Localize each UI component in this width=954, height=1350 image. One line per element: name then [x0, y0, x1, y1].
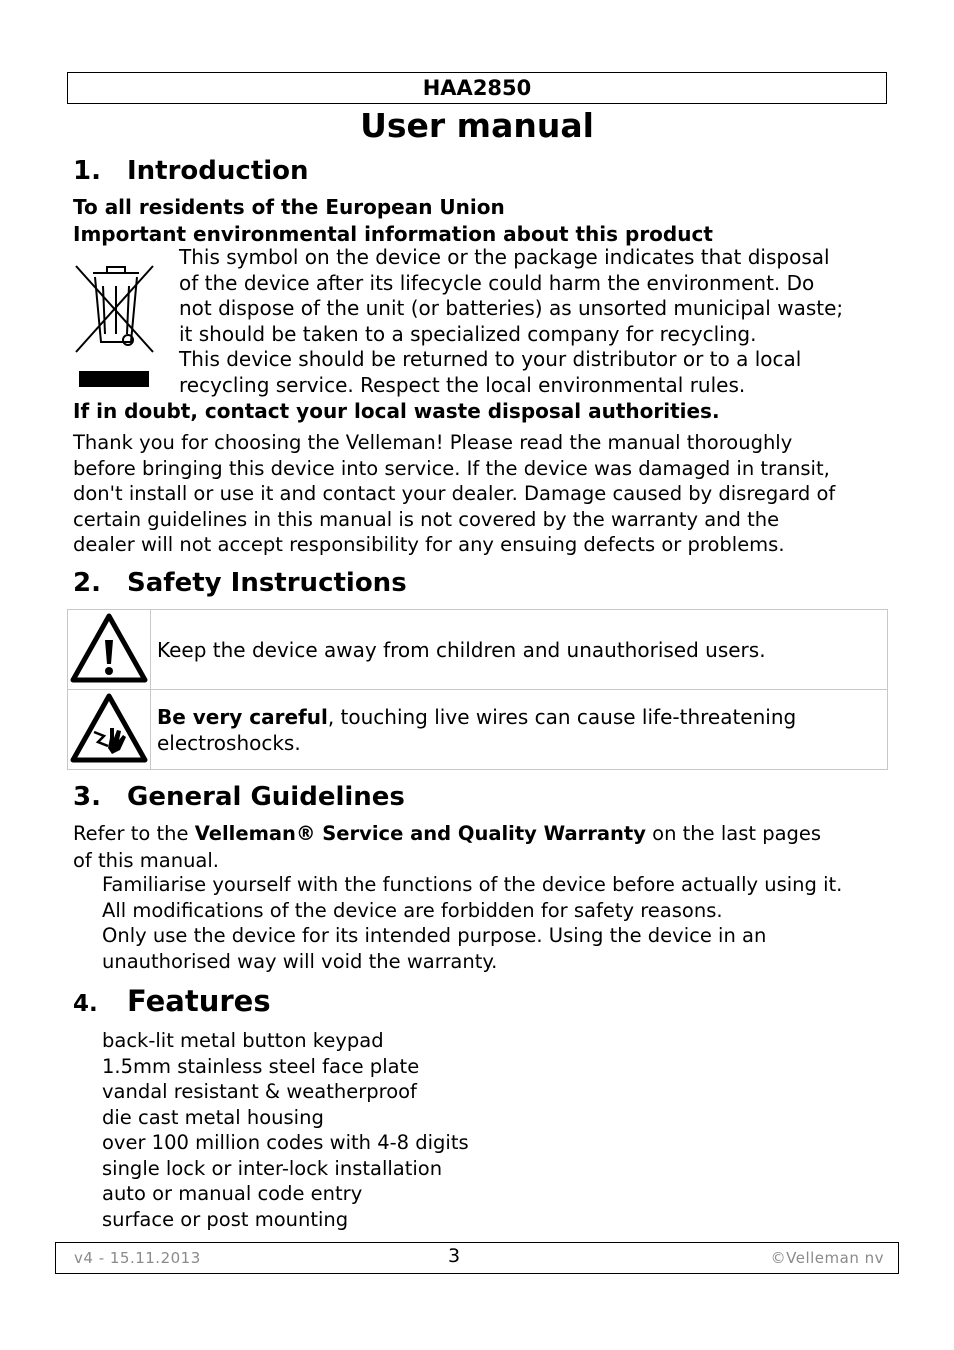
table-cell	[151, 610, 888, 690]
text-line: This symbol on the device or the package indicates that disposal	[179, 245, 830, 269]
list-item: unauthorised way will void the warranty.	[102, 949, 498, 973]
page-title: User manual	[360, 106, 594, 145]
section-heading-features	[73, 984, 271, 1021]
safety-text-children: Keep the device away from children and unauthorised users.	[157, 637, 766, 662]
section-number: 4.	[73, 991, 98, 1017]
disposal-notice: If in doubt, contact your local waste disposal authorities.	[73, 399, 720, 423]
section-number: 1.	[73, 156, 101, 186]
text-line: dealer will not accept responsibility for any ensuing defects or problems.	[73, 533, 785, 556]
list-item: Only use the device for its intended purpose. Using the device in an	[102, 924, 767, 947]
section-title: Introduction	[127, 156, 309, 186]
text-line: This device should be returned to your distributor or to a local	[179, 347, 802, 371]
section-number: 2.	[73, 568, 101, 598]
text-line: it should be taken to a specialized company for recycling.	[179, 321, 757, 346]
page-footer	[55, 1242, 899, 1274]
environmental-info-heading: Important environmental information about this product	[73, 222, 713, 246]
warranty-reference	[73, 821, 821, 847]
eu-residents-heading: To all residents of the European Union	[73, 195, 505, 219]
caution-emphasis: Be very careful	[157, 704, 328, 729]
list-item: 1.5mm stainless steel face plate	[102, 1054, 420, 1078]
section-title: Features	[127, 984, 271, 1018]
list-item: Familiarise yourself with the functions of the device before actually using it.	[102, 873, 843, 896]
warranty-name: Velleman® Service and Quality Warranty	[194, 822, 646, 845]
list-item: die cast metal housing	[102, 1105, 324, 1129]
list-item: single lock or inter-lock installation	[102, 1156, 443, 1180]
warning-icon	[70, 612, 148, 684]
version-date: v4 - 15.11.2013	[74, 1249, 201, 1267]
text-line: before bringing this device into service. If the device was damaged in transit,	[73, 456, 830, 480]
text-line: not dispose of the unit (or batteries) as unsorted municipal waste;	[179, 296, 844, 320]
section-heading-safety	[73, 566, 407, 600]
section-title: Safety Instructions	[127, 568, 407, 598]
table-cell	[151, 690, 888, 770]
text-line: certain guidelines in this manual is not covered by the warranty and the	[73, 507, 780, 531]
list-item: auto or manual code entry	[102, 1182, 363, 1205]
reference-text: of this manual.	[73, 849, 220, 872]
section-heading-guidelines	[73, 780, 405, 814]
text-line: don't install or use it and contact your dealer. Damage caused by disregard of	[73, 482, 836, 505]
text-line: of the device after its lifecycle could harm the environment. Do	[179, 270, 815, 295]
list-item: over 100 million codes with 4-8 digits	[102, 1131, 469, 1154]
safety-table	[67, 609, 888, 770]
table-row	[68, 610, 888, 690]
reference-text: on the last pages	[645, 822, 822, 845]
safety-text-continuation: electroshocks.	[157, 730, 301, 755]
model-number: HAA2850	[67, 72, 887, 104]
weee-crossed-bin-icon	[73, 262, 159, 392]
list-item: vandal resistant & weatherproof	[102, 1080, 417, 1103]
reference-text: Refer to the	[73, 822, 195, 845]
table-row	[68, 690, 888, 770]
section-heading-introduction	[73, 154, 309, 188]
electric-shock-icon	[70, 692, 148, 764]
list-item: back-lit metal button keypad	[102, 1029, 384, 1052]
list-item: All modifications of the device are forbidden for safety reasons.	[102, 898, 723, 922]
safety-text-live-wires: , touching live wires can cause life-threatening	[327, 704, 797, 729]
table-cell	[68, 610, 151, 690]
text-line: recycling service. Respect the local environmental rules.	[179, 372, 746, 397]
section-number: 3.	[73, 782, 101, 812]
table-cell	[68, 690, 151, 770]
page-number: 3	[448, 1245, 461, 1267]
text-line: Thank you for choosing the Velleman! Please read the manual thoroughly	[73, 431, 793, 454]
list-item: surface or post mounting	[102, 1207, 349, 1231]
copyright: ©Velleman nv	[770, 1249, 884, 1267]
section-title: General Guidelines	[127, 782, 405, 812]
